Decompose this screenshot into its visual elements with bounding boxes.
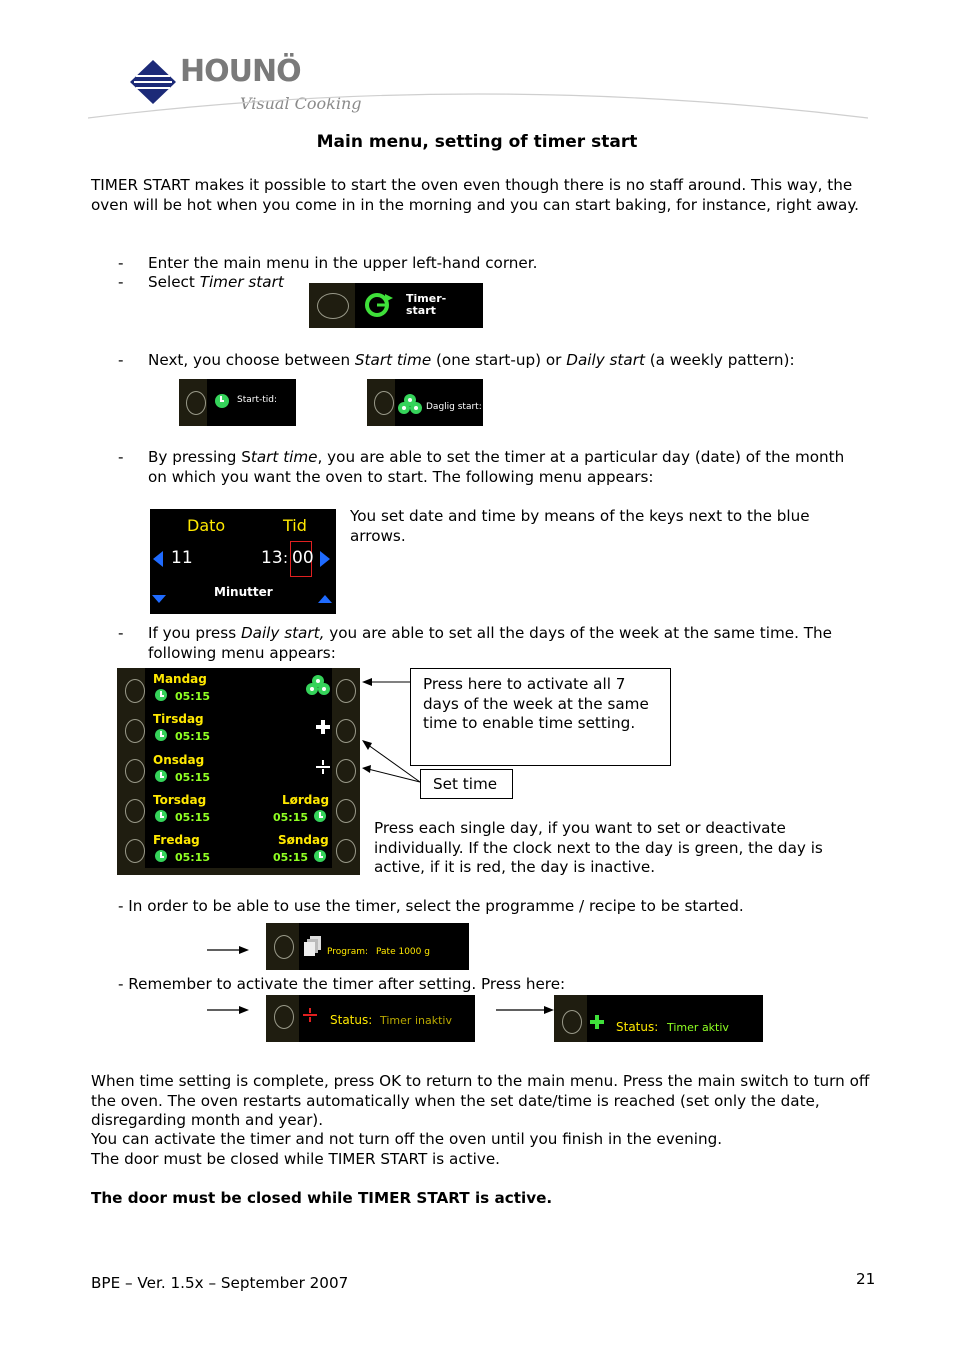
- date-note: You set date and time by means of the keys next to the blue arrows.: [350, 507, 810, 545]
- status-inactive-button[interactable]: [266, 995, 475, 1042]
- arrow-right-icon: [207, 944, 249, 956]
- status-label: Status:: [330, 1013, 373, 1027]
- knob-icon[interactable]: [336, 759, 356, 783]
- timer-start-button[interactable]: [309, 283, 483, 328]
- knob-icon[interactable]: [125, 719, 145, 743]
- program-label: Program:: [327, 947, 369, 957]
- dato-label: Dato: [187, 516, 226, 535]
- arrow-up-icon[interactable]: [318, 595, 332, 603]
- daglig-start-label: Daglig start:: [426, 402, 482, 412]
- documents-icon: [304, 936, 322, 956]
- day-name[interactable]: Mandag: [153, 672, 207, 686]
- daglig-start-button[interactable]: [367, 379, 483, 426]
- plus-minus-red-icon: [303, 1008, 317, 1022]
- logo-tagline: Visual Cooking: [240, 94, 362, 113]
- multi-clock-icon[interactable]: [306, 674, 330, 696]
- clock-icon: [314, 810, 326, 822]
- knob-icon[interactable]: [336, 839, 356, 863]
- knob-icon: [562, 1010, 582, 1034]
- knob-icon: [317, 293, 349, 319]
- clock-icon: [155, 810, 167, 822]
- minute-value: 00: [292, 548, 314, 568]
- day-name[interactable]: Torsdag: [153, 793, 207, 807]
- bullet-dash: -: [118, 351, 124, 369]
- clock-icon: [314, 850, 326, 862]
- day-value: 11: [171, 548, 193, 568]
- knob-icon[interactable]: [125, 759, 145, 783]
- step-program: - In order to be able to use the timer, select the programme / recipe to be started.: [118, 897, 744, 915]
- step-select-prefix: Select: [148, 273, 200, 291]
- hour-value: 13: [261, 548, 283, 568]
- step-choose-start-time: Start time: [354, 351, 432, 369]
- step-press-text: By pressing S: [148, 448, 251, 466]
- step-select-italic: Timer start: [199, 273, 284, 291]
- bold-note: The door must be closed while TIMER START is active.: [91, 1189, 553, 1207]
- arrow-right-icon: [207, 1004, 249, 1016]
- day-time: 05:15: [273, 811, 309, 824]
- clock-icon: [155, 770, 167, 782]
- program-value: Pate 1000 g: [376, 947, 430, 957]
- bullet-dash: -: [118, 624, 124, 642]
- clock-icon: [155, 729, 167, 741]
- step-choose-text: (a weekly pattern):: [644, 351, 795, 369]
- day-name[interactable]: Tirsdag: [153, 712, 204, 726]
- step-daily-text: If you press: [148, 624, 241, 642]
- step-remember: - Remember to activate the timer after setting. Press here:: [118, 975, 566, 993]
- timer-start-icon: [363, 292, 397, 318]
- day-time: 05:15: [175, 771, 211, 784]
- timer-start-label: Timer- start: [406, 292, 447, 317]
- day-time: 05:15: [175, 730, 211, 743]
- step-choose-text: (one start-up) or: [431, 351, 567, 369]
- step-daily-text: you are able to set all the days of the week at the same time. The following menu appears:: [148, 624, 833, 662]
- step-choose: [148, 351, 868, 371]
- day-name[interactable]: Onsdag: [153, 753, 205, 767]
- program-button[interactable]: [266, 923, 469, 970]
- intro-paragraph: TIMER START makes it possible to start the oven even though there is no staff around. This way, the oven will be hot when you come in in the morning and you can start baking, for instance, right away.: [91, 176, 860, 214]
- knob-icon[interactable]: [125, 839, 145, 863]
- callout-set-time: Set time: [420, 769, 513, 799]
- closing-line: The door must be closed while TIMER START is active.: [91, 1150, 501, 1168]
- arrow-right-icon[interactable]: [320, 551, 330, 567]
- day-name[interactable]: Søndag: [278, 833, 329, 847]
- footer-version: BPE – Ver. 1.5x – September 2007: [91, 1274, 349, 1292]
- status-value: Timer aktiv: [667, 1021, 729, 1034]
- status-active-button[interactable]: [554, 995, 763, 1042]
- step-press-text: , you are able to set the timer at a particular day (date) of the month on which you want the oven to start. The following menu appears:: [148, 448, 845, 486]
- page-title: Main menu, setting of timer start: [316, 132, 638, 152]
- knob-icon: [374, 391, 394, 415]
- knob-icon[interactable]: [125, 799, 145, 823]
- knob-icon[interactable]: [336, 719, 356, 743]
- day-time: 05:15: [273, 851, 309, 864]
- closing-line: You can activate the timer and not turn off the oven until you finish in the evening.: [91, 1130, 723, 1148]
- day-time: 05:15: [175, 851, 211, 864]
- step-choose-text: Next, you choose between: [148, 351, 355, 369]
- minutter-label: Minutter: [214, 585, 273, 599]
- step-select: [148, 273, 868, 293]
- arrow-left-icon[interactable]: [153, 551, 163, 567]
- bullet-dash: -: [118, 254, 124, 272]
- day-name[interactable]: Fredag: [153, 833, 200, 847]
- start-tid-button[interactable]: [179, 379, 296, 426]
- day-time: 05:15: [175, 811, 211, 824]
- arrow-right-icon: [496, 1004, 554, 1016]
- bullet-dash: -: [118, 273, 124, 291]
- step-press-start-time: [148, 448, 860, 487]
- knob-icon: [274, 1005, 294, 1029]
- clock-icon: [155, 850, 167, 862]
- day-time: 05:15: [175, 690, 211, 703]
- plus-green-icon: [590, 1015, 604, 1029]
- start-tid-label: Start-tid:: [237, 395, 278, 405]
- step-enter-menu: Enter the main menu in the upper left-hand corner.: [148, 254, 538, 272]
- knob-icon[interactable]: [336, 799, 356, 823]
- tid-label: Tid: [283, 516, 307, 535]
- knob-icon: [274, 935, 294, 959]
- plus-icon[interactable]: [316, 720, 330, 734]
- knob-icon: [186, 391, 206, 415]
- closing-paragraph: When time setting is complete, press OK to return to the main menu. Press the main switch to turn off the oven. The oven restarts automatically when the set date/time is reached (set only the date, disregarding month and year).: [91, 1072, 870, 1130]
- weekly-panel: [117, 668, 360, 875]
- header-swoosh: [88, 80, 868, 120]
- knob-icon[interactable]: [336, 679, 356, 703]
- arrow-down-icon[interactable]: [152, 595, 166, 603]
- time-colon: :: [283, 549, 289, 567]
- status-value: Timer inaktiv: [380, 1014, 452, 1027]
- step-press-italic: tart time: [250, 448, 318, 466]
- callout-activate-all: Press here to activate all 7 days of the week at the same time to enable time setting.: [410, 668, 671, 766]
- status-label: Status:: [616, 1020, 659, 1034]
- day-name[interactable]: Lørdag: [282, 793, 330, 807]
- knob-icon[interactable]: [125, 679, 145, 703]
- date-time-panel: [150, 509, 336, 614]
- step-daily-start: [148, 624, 860, 663]
- step-daily-italic: Daily start,: [240, 624, 325, 642]
- bullet-dash: -: [118, 448, 124, 466]
- logo-brand: HOUNÖ: [180, 54, 301, 89]
- callout-single-day: Press each single day, if you want to set or deactivate individually. If the clock next to the day is green, the day is active, if it is red, the day is inactive.: [374, 819, 823, 877]
- clock-icon: [155, 689, 167, 701]
- step-choose-daily: Daily start: [566, 351, 645, 369]
- plus-minus-icon[interactable]: [316, 760, 330, 774]
- clock-icon: [215, 394, 229, 408]
- page-number: 21: [856, 1270, 876, 1288]
- multi-clock-icon: [398, 393, 422, 415]
